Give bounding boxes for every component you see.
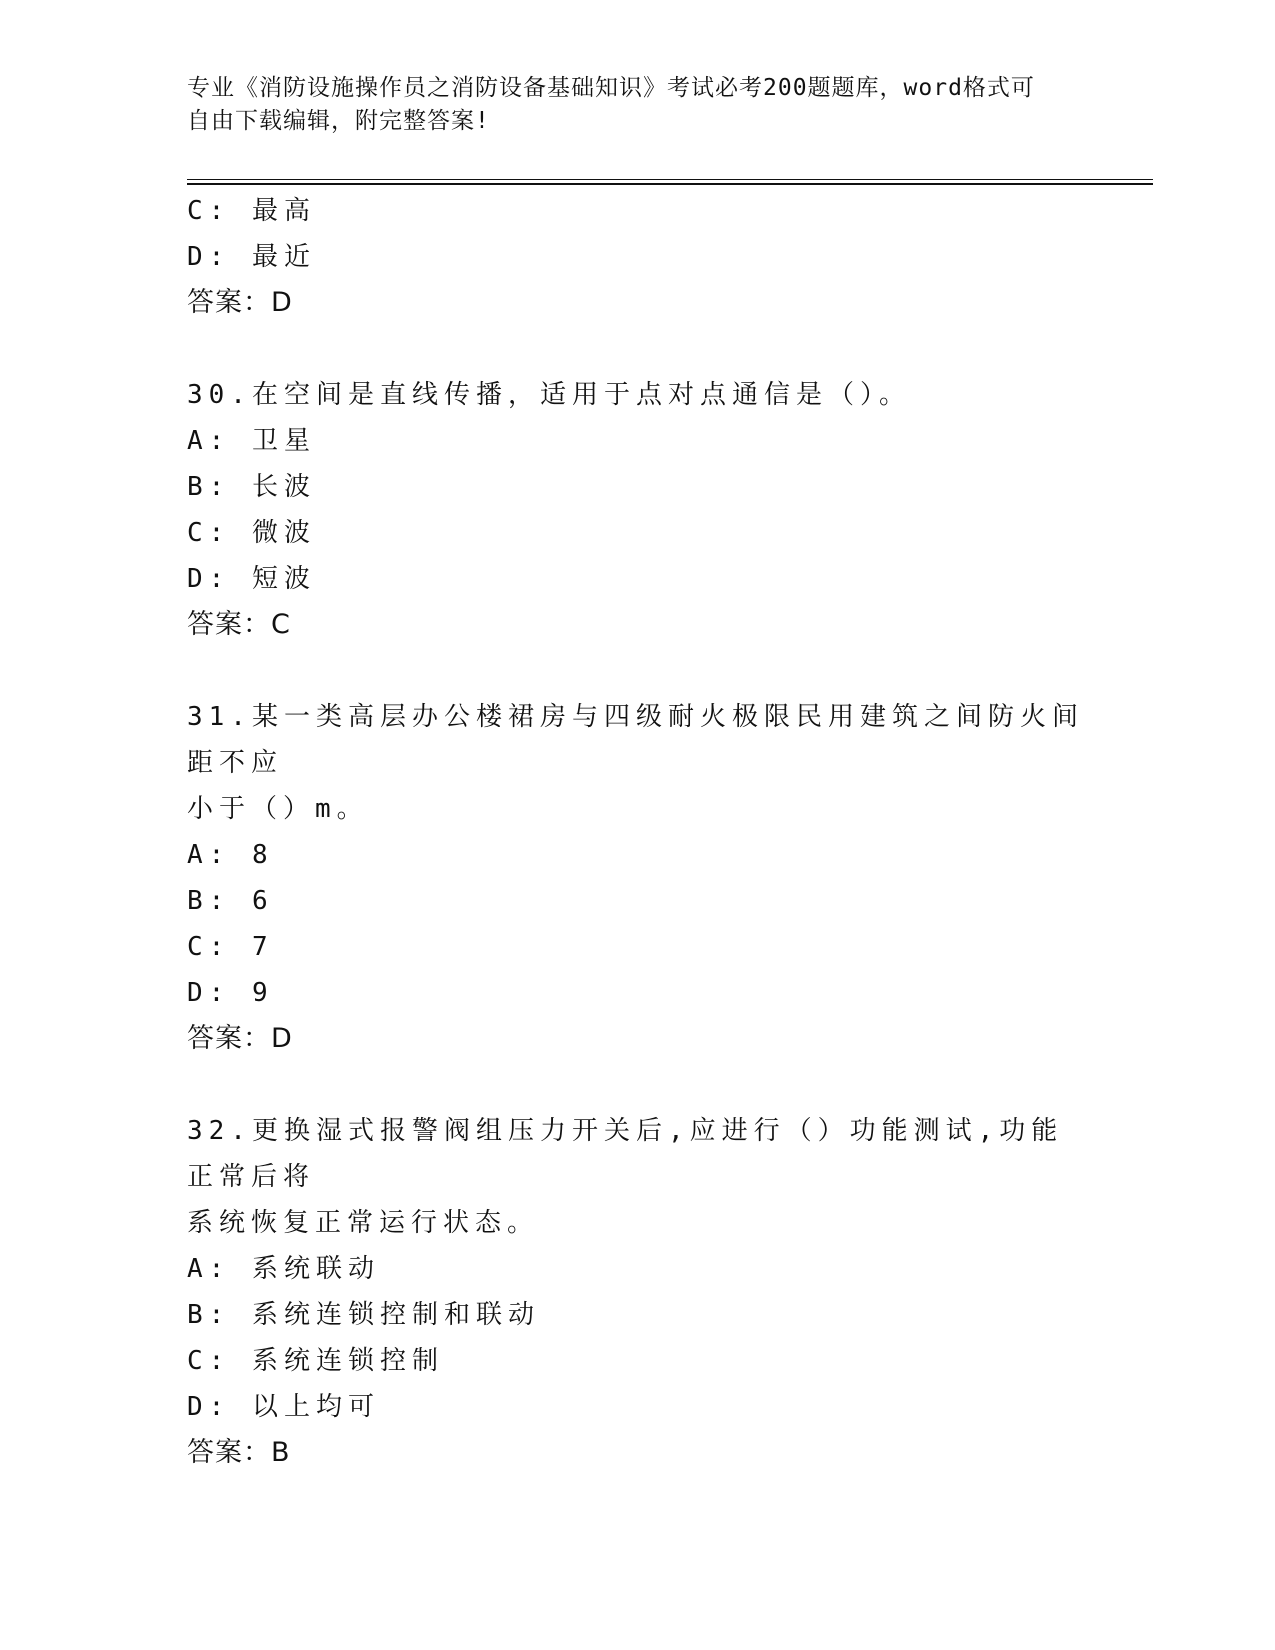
document-header [187,72,1087,138]
question-stem: 30.在空间是直线传播，适用于点对点通信是（）。 [187,380,911,410]
option-b: B: 6 [187,886,274,916]
answer-line: 答案：D [187,1023,293,1054]
question-29-tail [187,188,1087,326]
option-d: D: 9 [187,978,274,1008]
option-a: A: 系统联动 [187,1254,380,1284]
question-stem-line-1: 31.某一类高层办公楼裙房与四级耐火极限民用建筑之间防火间距不应 [187,702,1084,778]
option-b: B: 系统连锁控制和联动 [187,1300,540,1330]
question-stem-line-2: 系统恢复正常运行状态。 [187,1208,540,1238]
option-b: B: 长波 [187,472,316,502]
question-30 [187,372,1087,648]
spacer [187,1062,1087,1108]
question-list [187,188,1087,1476]
header-title-line-1: 专业《消防设施操作员之消防设备基础知识》考试必考200题题库，word格式可 [187,75,1035,101]
answer-line: 答案：B [187,1437,291,1468]
question-stem-line-1: 32.更换湿式报警阀组压力开关后,应进行（）功能测试,功能正常后将 [187,1116,1064,1192]
option-c: C: 微波 [187,518,316,548]
option-a: A: 8 [187,840,274,870]
answer-line: 答案：D [187,287,293,318]
question-32 [187,1108,1087,1476]
option-d: D: 短波 [187,564,316,594]
option-a: A: 卫星 [187,426,316,456]
answer-line: 答案：C [187,609,291,640]
header-title-line-2: 自由下载编辑，附完整答案! [187,108,490,134]
header-divider-thin [187,179,1153,180]
spacer [187,648,1087,694]
spacer [187,326,1087,372]
option-d: D: 最近 [187,242,316,272]
question-stem-line-2: 小于（）m。 [187,794,369,824]
option-c: C: 最高 [187,196,316,226]
question-31 [187,694,1087,1062]
option-c: C: 7 [187,932,274,962]
header-divider-thick [187,183,1153,185]
option-d: D: 以上均可 [187,1392,380,1422]
option-c: C: 系统连锁控制 [187,1346,444,1376]
